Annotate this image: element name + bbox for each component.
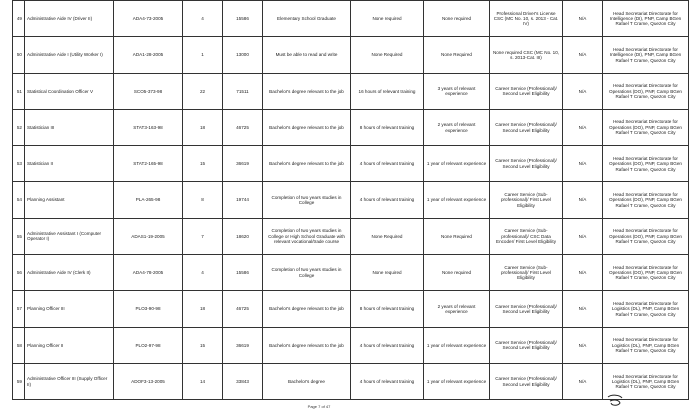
monthly-salary: 19744 bbox=[223, 182, 263, 218]
education-requirement: Elementary School Graduate bbox=[263, 1, 351, 37]
training-requirement: None Required bbox=[351, 37, 424, 73]
eligibility-requirement: Career Service (Sub-professional)/ First Level Eligibility bbox=[490, 255, 563, 291]
eligibility-requirement: Career Service (Sub-professional)/ CSC Data Encoder/ First Level Eligibility bbox=[490, 218, 563, 254]
item-number: ADAS1-19-2005 bbox=[114, 218, 183, 254]
place-of-assignment: Head Secretariat Directorate for Logistics (DL), PNP, Camp BGen Rafael T Crame, Quezon City bbox=[603, 363, 689, 399]
item-number: PLO2-97-98 bbox=[114, 327, 183, 363]
row-number: 49 bbox=[13, 1, 25, 37]
education-requirement: Completion of two years studies in College bbox=[263, 182, 351, 218]
position-title: Planning Officer II bbox=[25, 327, 114, 363]
salary-grade: 18 bbox=[183, 291, 223, 327]
training-requirement: 4 hours of relevant training bbox=[351, 363, 424, 399]
row-number: 56 bbox=[13, 255, 25, 291]
table-row bbox=[13, 182, 689, 218]
monthly-salary: 18620 bbox=[223, 218, 263, 254]
education-requirement: Bachelor's degree relevant to the job bbox=[263, 109, 351, 145]
item-number: ADA4-73-2005 bbox=[114, 1, 183, 37]
salary-grade: 15 bbox=[183, 327, 223, 363]
competency: N/A bbox=[563, 363, 603, 399]
experience-requirement: 2 years of relevant experience bbox=[424, 109, 490, 145]
salary-grade: 4 bbox=[183, 255, 223, 291]
table-row bbox=[13, 1, 689, 37]
salary-grade: 18 bbox=[183, 109, 223, 145]
table-row bbox=[13, 37, 689, 73]
experience-requirement: None required bbox=[424, 255, 490, 291]
position-title: Administrative Aide IV (Driver II) bbox=[25, 1, 114, 37]
salary-grade: 7 bbox=[183, 218, 223, 254]
item-number: ADA4-78-2005 bbox=[114, 255, 183, 291]
row-number: 54 bbox=[13, 182, 25, 218]
place-of-assignment: Head Secretariat Directorate for Operations (DO), PNP, Camp BGen Rafael T Crame, Quezon City bbox=[603, 182, 689, 218]
table-body bbox=[13, 1, 689, 400]
experience-requirement: None Required bbox=[424, 37, 490, 73]
place-of-assignment: Head Secretariat Directorate for Operations (DO), PNP, Camp BGen Rafael T Crame, Quezon City bbox=[603, 109, 689, 145]
monthly-salary: 33843 bbox=[223, 363, 263, 399]
table-row bbox=[13, 146, 689, 182]
row-number: 57 bbox=[13, 291, 25, 327]
training-requirement: 4 hours of relevant training bbox=[351, 327, 424, 363]
place-of-assignment: Head Secretariat Directorate for Logistics (DL), PNP, Camp BGen Rafael T Crame, Quezon City bbox=[603, 291, 689, 327]
competency: N/A bbox=[563, 255, 603, 291]
salary-grade: 4 bbox=[183, 1, 223, 37]
row-number: 51 bbox=[13, 73, 25, 109]
vacancy-table bbox=[12, 0, 689, 400]
training-requirement: 16 hours of relevant training bbox=[351, 73, 424, 109]
position-title: Planning Officer III bbox=[25, 291, 114, 327]
eligibility-requirement: Career Service (Professional)/ Second Level Eligibility bbox=[490, 363, 563, 399]
monthly-salary: 36619 bbox=[223, 146, 263, 182]
position-title: Planning Assistant bbox=[25, 182, 114, 218]
position-title: Statistician III bbox=[25, 109, 114, 145]
competency: N/A bbox=[563, 37, 603, 73]
position-title: Administrative Aide I (Utility Worker I) bbox=[25, 37, 114, 73]
competency: N/A bbox=[563, 182, 603, 218]
item-number: STAT3-163-98 bbox=[114, 109, 183, 145]
row-number: 55 bbox=[13, 218, 25, 254]
experience-requirement: 1 year of relevant experience bbox=[424, 182, 490, 218]
item-number: ADOF3-13-2005 bbox=[114, 363, 183, 399]
training-requirement: 8 hours of relevant training bbox=[351, 109, 424, 145]
competency: N/A bbox=[563, 109, 603, 145]
experience-requirement: 1 year of relevant experience bbox=[424, 327, 490, 363]
monthly-salary: 36619 bbox=[223, 327, 263, 363]
place-of-assignment: Head Secretariat Directorate for Operations (DO), PNP, Camp BGen Rafael T Crame, Quezon City bbox=[603, 218, 689, 254]
table-row bbox=[13, 255, 689, 291]
monthly-salary: 13000 bbox=[223, 37, 263, 73]
item-number: ADA1-28-2005 bbox=[114, 37, 183, 73]
training-requirement: None required bbox=[351, 1, 424, 37]
training-requirement: 4 hours of relevant training bbox=[351, 146, 424, 182]
experience-requirement: None Required bbox=[424, 218, 490, 254]
education-requirement: Completion of two years studies in College bbox=[263, 255, 351, 291]
place-of-assignment: Head Secretariat Directorate for Intelligence (DI), PNP, Camp BGen Rafael T Crame, Quezon City bbox=[603, 1, 689, 37]
item-number: PLO3-90-98 bbox=[114, 291, 183, 327]
eligibility-requirement: Career Service (Sub-professional)/ First Level Eligibility bbox=[490, 182, 563, 218]
row-number: 58 bbox=[13, 327, 25, 363]
eligibility-requirement: Career Service (Professional)/ Second Level Eligibility bbox=[490, 291, 563, 327]
competency: N/A bbox=[563, 218, 603, 254]
vacancy-table-sheet bbox=[12, 0, 682, 402]
page-number: Page 7 of 47 bbox=[307, 404, 331, 409]
eligibility-requirement: Professional Driver's License CSC (MC No. 10, s. 2013 - Cat. IV) bbox=[490, 1, 563, 37]
handwritten-mark-icon bbox=[606, 393, 624, 407]
row-number: 59 bbox=[13, 363, 25, 399]
place-of-assignment: Head Secretariat Directorate for Operations (DO), PNP, Camp BGen Rafael T Crame, Quezon City bbox=[603, 255, 689, 291]
education-requirement: Bachelor's degree bbox=[263, 363, 351, 399]
experience-requirement: None required bbox=[424, 1, 490, 37]
place-of-assignment: Head Secretariat Directorate for Logistics (DL), PNP, Camp BGen Rafael T Crame, Quezon City bbox=[603, 327, 689, 363]
salary-grade: 22 bbox=[183, 73, 223, 109]
training-requirement: 8 hours of relevant training bbox=[351, 291, 424, 327]
eligibility-requirement: Career Service (Professional)/ Second Level Eligibility bbox=[490, 109, 563, 145]
salary-grade: 15 bbox=[183, 146, 223, 182]
training-requirement: None required bbox=[351, 255, 424, 291]
table-row bbox=[13, 327, 689, 363]
item-number: STAT2-165-98 bbox=[114, 146, 183, 182]
monthly-salary: 71511 bbox=[223, 73, 263, 109]
education-requirement: Must be able to read and write bbox=[263, 37, 351, 73]
eligibility-requirement: Career Service (Professional)/ Second Level Eligibility bbox=[490, 327, 563, 363]
eligibility-requirement: None required CSC (MC No. 10, s. 2013-Cat. III) bbox=[490, 37, 563, 73]
item-number: SCO5-373-98 bbox=[114, 73, 183, 109]
position-title: Administrative Aide IV (Clerk II) bbox=[25, 255, 114, 291]
place-of-assignment: Head Secretariat Directorate for Operations (DO), PNP, Camp BGen Rafael T Crame, Quezon City bbox=[603, 73, 689, 109]
experience-requirement: 1 year of relevant experience bbox=[424, 146, 490, 182]
monthly-salary: 15586 bbox=[223, 255, 263, 291]
position-title: Administrative Officer III (Supply Officer II) bbox=[25, 363, 114, 399]
eligibility-requirement: Career Service (Professional)/ Second Level Eligibility bbox=[490, 73, 563, 109]
table-row bbox=[13, 109, 689, 145]
position-title: Statistician II bbox=[25, 146, 114, 182]
experience-requirement: 3 years of relevant experience bbox=[424, 73, 490, 109]
competency: N/A bbox=[563, 73, 603, 109]
eligibility-requirement: Career Service (Professional)/ Second Level Eligibility bbox=[490, 146, 563, 182]
row-number: 53 bbox=[13, 146, 25, 182]
education-requirement: Completion of two years studies in College or High School Graduate with relevant vocational/trade course bbox=[263, 218, 351, 254]
table-row bbox=[13, 218, 689, 254]
row-number: 50 bbox=[13, 37, 25, 73]
competency: N/A bbox=[563, 291, 603, 327]
table-row bbox=[13, 73, 689, 109]
competency: N/A bbox=[563, 1, 603, 37]
monthly-salary: 46725 bbox=[223, 291, 263, 327]
education-requirement: Bachelor's degree relevant to the job bbox=[263, 291, 351, 327]
item-number: PLA-265-98 bbox=[114, 182, 183, 218]
competency: N/A bbox=[563, 146, 603, 182]
salary-grade: 14 bbox=[183, 363, 223, 399]
place-of-assignment: Head Secretariat Directorate for Operations (DO), PNP, Camp BGen Rafael T Crame, Quezon City bbox=[603, 146, 689, 182]
education-requirement: Bachelor's degree relevant to the job bbox=[263, 146, 351, 182]
position-title: Administrative Assistant I (Computer Operator I) bbox=[25, 218, 114, 254]
training-requirement: None Required bbox=[351, 218, 424, 254]
salary-grade: 1 bbox=[183, 37, 223, 73]
monthly-salary: 46725 bbox=[223, 109, 263, 145]
experience-requirement: 2 years of relevant experience bbox=[424, 291, 490, 327]
education-requirement: Bachelor's degree relevant to the job bbox=[263, 327, 351, 363]
education-requirement: Bachelor's degree relevant to the job bbox=[263, 73, 351, 109]
table-row bbox=[13, 291, 689, 327]
position-title: Statistical Coordination Officer V bbox=[25, 73, 114, 109]
row-number: 52 bbox=[13, 109, 25, 145]
experience-requirement: 1 year of relevant experience bbox=[424, 363, 490, 399]
table-row bbox=[13, 363, 689, 399]
training-requirement: 4 hours of relevant training bbox=[351, 182, 424, 218]
monthly-salary: 15586 bbox=[223, 1, 263, 37]
competency: N/A bbox=[563, 327, 603, 363]
place-of-assignment: Head Secretariat Directorate for Intelligence (DI), PNP, Camp BGen Rafael T Crame, Quezon City bbox=[603, 37, 689, 73]
salary-grade: 8 bbox=[183, 182, 223, 218]
